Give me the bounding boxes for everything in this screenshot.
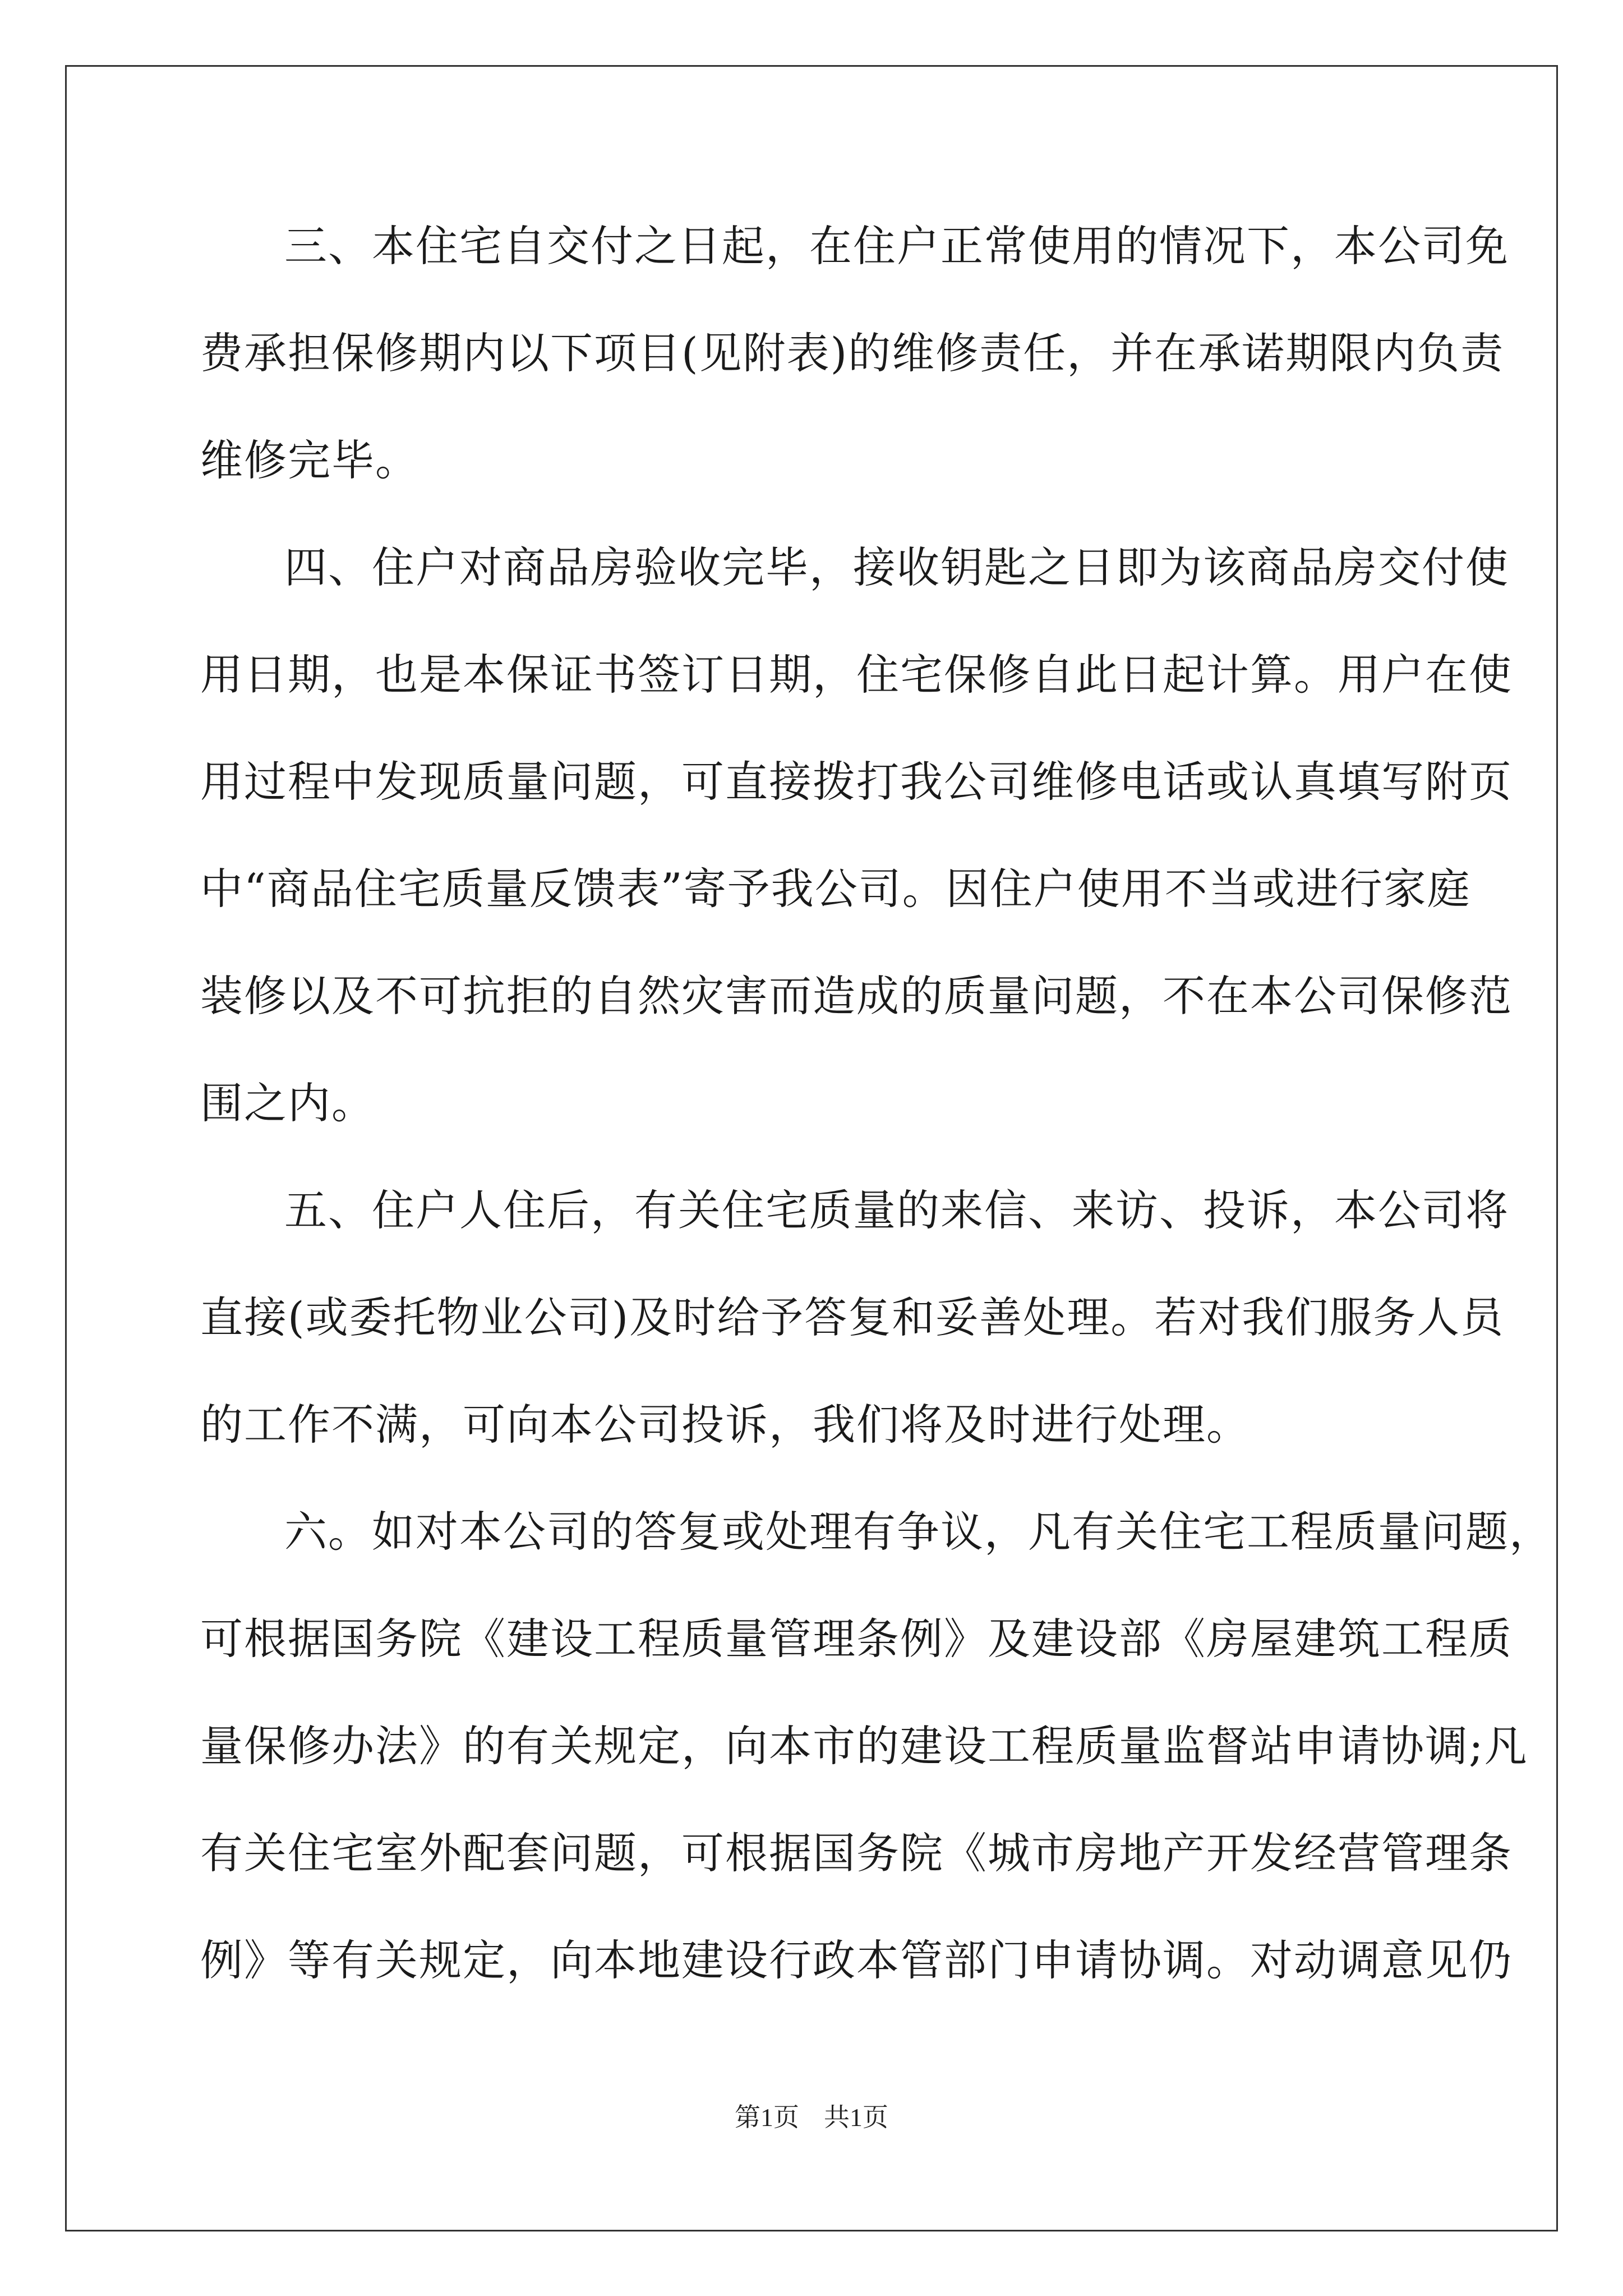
text-line: 有关住宅室外配套问题，可根据国务院《城市房地产开发经营管理条	[200, 1828, 1513, 1878]
page-number: 第1页	[735, 2103, 799, 2132]
text-line: 五、住户人住后，有关住宅质量的来信、来访、投诉，本公司将	[284, 1185, 1509, 1235]
text-line: 直接(或委托物业公司)及时给予答复和妥善处理。若对我们服务人员	[200, 1292, 1505, 1342]
text-line: 用过程中发现质量问题，可直接拨打我公司维修电话或认真填写附页	[200, 757, 1513, 807]
text-line: 费承担保修期内以下项目(见附表)的维修责任，并在承诺期限内负责	[200, 328, 1505, 378]
text-line: 可根据国务院《建设工程质量管理条例》及建设部《房屋建筑工程质	[200, 1614, 1513, 1664]
text-line: 用日期，也是本保证书签订日期，住宅保修自此日起计算。用户在使	[200, 650, 1513, 700]
text-line: 三、本住宅自交付之日起，在住户正常使用的情况下，本公司免	[284, 221, 1509, 271]
text-line: 的工作不满，可向本公司投诉，我们将及时进行处理。	[200, 1400, 1250, 1450]
text-line: 四、住户对商品房验收完毕，接收钥匙之日即为该商品房交付使	[284, 542, 1509, 592]
text-line: 维修完毕。	[200, 435, 419, 485]
document-body	[200, 215, 1553, 2037]
text-line: 围之内。	[200, 1078, 375, 1128]
text-line: 量保修办法》的有关规定，向本市的建设工程质量监督站申请协调;凡	[200, 1721, 1528, 1771]
page-total: 共1页	[824, 2103, 888, 2132]
text-line: 装修以及不可抗拒的自然灾害而造成的质量问题，不在本公司保修范	[200, 971, 1513, 1021]
text-line: 例》等有关规定，向本地建设行政本管部门申请协调。对动调意见仍	[200, 1935, 1513, 1985]
page-footer	[0, 2101, 1623, 2134]
text-line: 中“商品住宅质量反馈表”寄予我公司。因住户使用不当或进行家庭	[200, 864, 1471, 914]
text-line: 六。如对本公司的答复或处理有争议，凡有关住宅工程质量问题，	[284, 1507, 1553, 1557]
